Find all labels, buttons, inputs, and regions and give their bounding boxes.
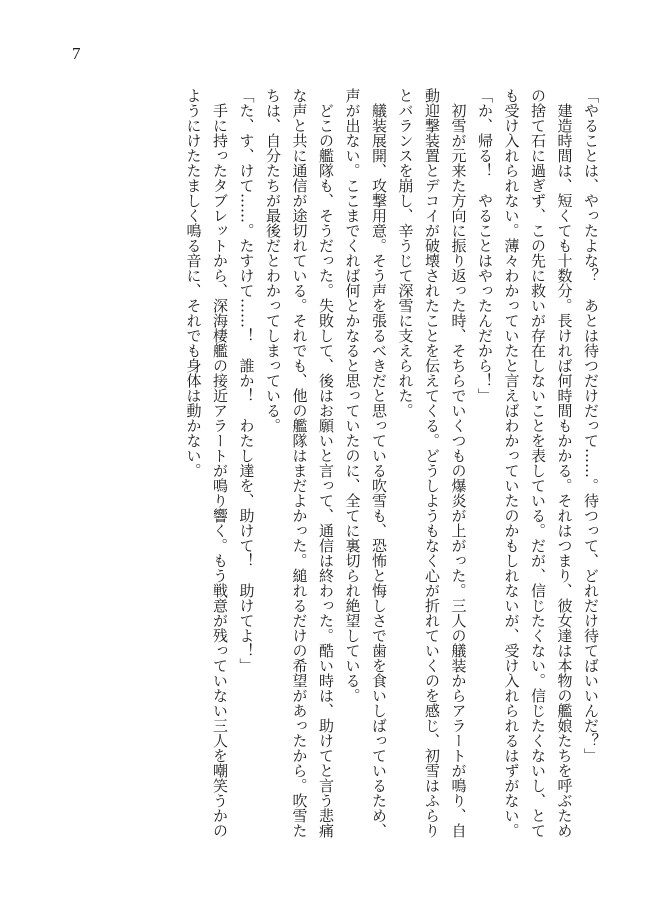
paragraph: 「か、帰る！ やることはやったんだから！」	[476, 88, 494, 403]
paragraph: 「た、す、けて……。たすけて……！ 誰か！ わたし達を、助けて！ 助けてよ！」	[237, 88, 256, 673]
paragraph: 建造時間は、短くても十数分。長ければ何時間もかかる。それはつまり、彼女達は本物の艦娘たちを呼ぶための捨て石に過ぎず、この先に救いが存在しないことを表している。だが、信じたくない。信じたくないし、とても受け入れられない。薄々わかっていたと言えばわかっていたのかもしれないが、受け入れられるはずがない。	[502, 88, 574, 838]
paragraph: 初雪が元来た方向に振り返った時、そちらでいくつもの爆炎が上がった。三人の艤装からアラートが鳴り、自動迎撃装置とデコイが破壊されたことを伝えてくる。どうしようもなく心が折れていくのを感じ、初雪はふらりとバランスを崩し、辛うじて深雪に支えられた。	[396, 88, 468, 838]
paragraph: 手に持ったタブレットから、深海棲艦の接近アラートが鳴り響く。もう戦意が残っていない三人を嘲笑うかのようにけたたましく鳴る音に、それでも身体は動かない。	[184, 88, 229, 838]
paragraph: どこの艦隊も、そうだった。失敗して、後はお願いと言って、通信は終わった。酷い時は、助けてと言う悲痛な声と共に通信が途切れている。それでも、他の艦隊はまだよかった。縋れるだけの希望があったから。吹雪たちは、自分たちが最後だとわかってしまっている。	[264, 88, 335, 838]
page-number: 7	[72, 44, 81, 63]
novel-body-text	[54, 88, 604, 848]
paragraph: 「やることは、やったよな？ あとは待つだけだって……。待つって、どれだけ待てばいいんだ？」	[582, 88, 600, 763]
paragraph: 艤装展開、攻撃用意。そう声を張るべきだと思っている吹雪も、恐怖と悔しさで歯を食いしばっているため、声が出ない。ここまでくれば何とかなると思っていたのに、全てに裏切られ絶望している。	[343, 88, 388, 838]
